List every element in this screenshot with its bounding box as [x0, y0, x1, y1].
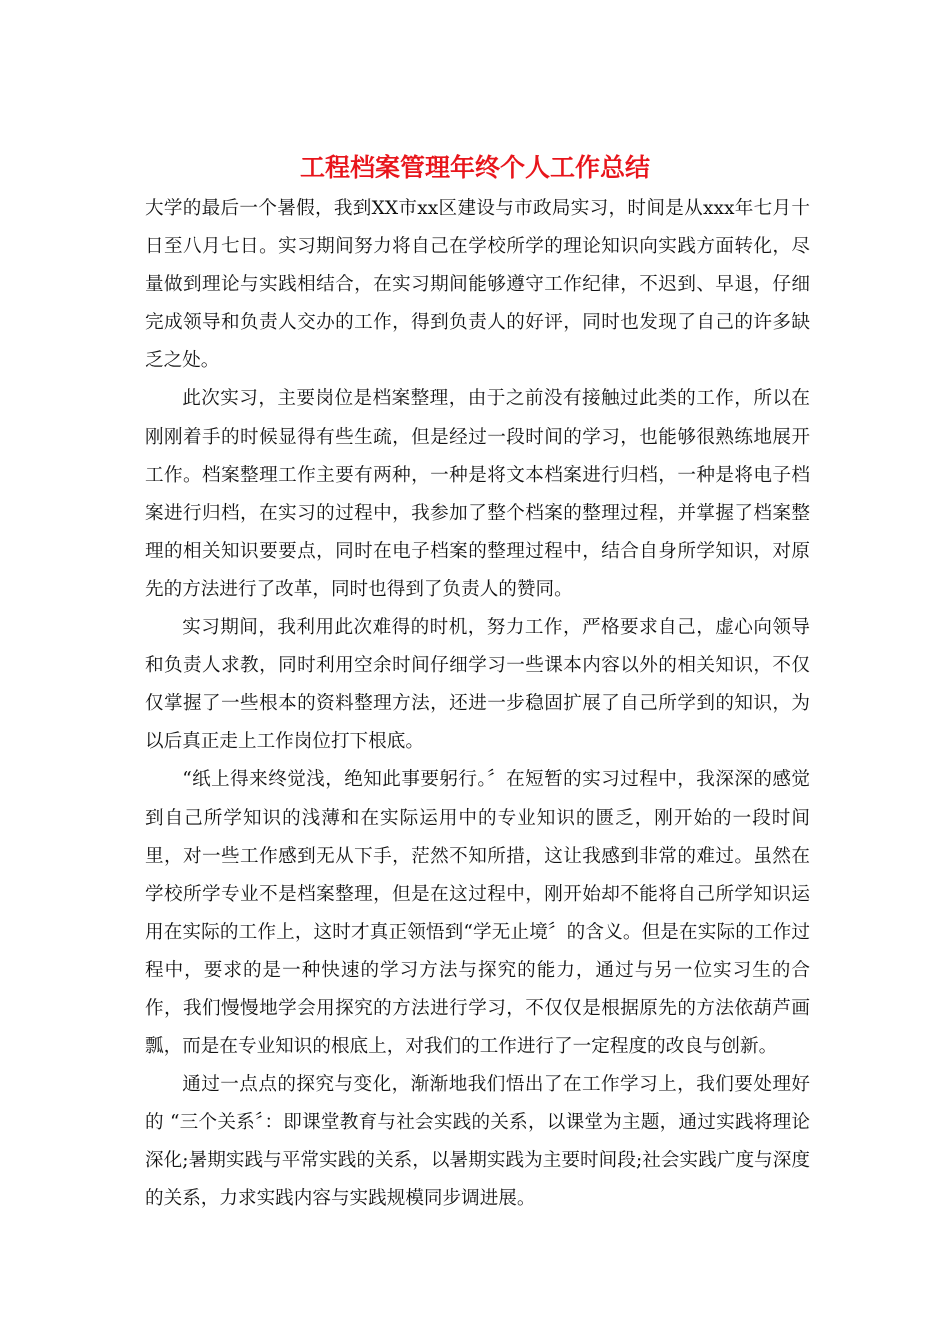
paragraph-5: 通过一点点的探究与变化，渐渐地我们悟出了在工作学习上，我们要处理好的 “三个关系〞：即课堂教育与社会实践的关系，以课堂为主题，通过实践将理论深化;暑期实践与平常实践的关系，以暑期实践为主要时间段;社会实践广度与深度的关系，力求实践内容与实践规模同步调进展。 [145, 1074, 810, 1210]
document-body [145, 190, 810, 1219]
document-title: 工程档案管理年终个人工作总结 [299, 153, 650, 182]
paragraph-2: 此次实习，主要岗位是档案整理，由于之前没有接触过此类的工作，所以在刚刚着手的时候显得有些生疏，但是经过一段时间的学习，也能够很熟练地展开工作。档案整理工作主要有两种，一种是将文本档案进行归档，一种是将电子档案进行归档，在实习的过程中，我参加了整个档案的整理过程，并掌握了档案整理的相关知识要要点，同时在电子档案的整理过程中，结合自身所学知识，对原先的方法进行了改革，同时也得到了负责人的赞同。 [145, 388, 810, 600]
paragraph-1: 大学的最后一个暑假，我到XX市xx区建设与市政局实习，时间是从xxx年七月十日至八月七日。实习期间努力将自己在学校所学的理论知识向实践方面转化，尽量做到理论与实践相结合，在实习期间能够遵守工作纪律，不迟到、早退，仔细完成领导和负责人交办的工作，得到负责人的好评，同时也发现了自己的许多缺乏之处。 [145, 198, 810, 372]
paragraph-3: 实习期间，我利用此次难得的时机，努力工作，严格要求自己，虚心向领导和负责人求教，同时利用空余时间仔细学习一些课本内容以外的相关知识，不仅仅掌握了一些根本的资料整理方法，还进一步稳固扩展了自己所学到的知识，为以后真正走上工作岗位打下根底。 [145, 617, 810, 753]
paragraph-4: “纸上得来终觉浅，绝知此事要躬行。〞在短暂的实习过程中，我深深的感觉到自己所学知识的浅薄和在实际运用中的专业知识的匮乏，刚开始的一段时间里，对一些工作感到无从下手，茫然不知所措，这让我感到非常的难过。虽然在学校所学专业不是档案整理，但是在这过程中，刚开始却不能将自己所学知识运用在实际的工作上，这时才真正领悟到“学无止境〞的含义。但是在实际的工作过程中，要求的是一种快速的学习方法与探究的能力，通过与另一位实习生的合作，我们慢慢地学会用探究的方法进行学习，不仅仅是根据原先的方法依葫芦画瓢，而是在专业知识的根底上，对我们的工作进行了一定程度的改良与创新。 [145, 769, 810, 1058]
